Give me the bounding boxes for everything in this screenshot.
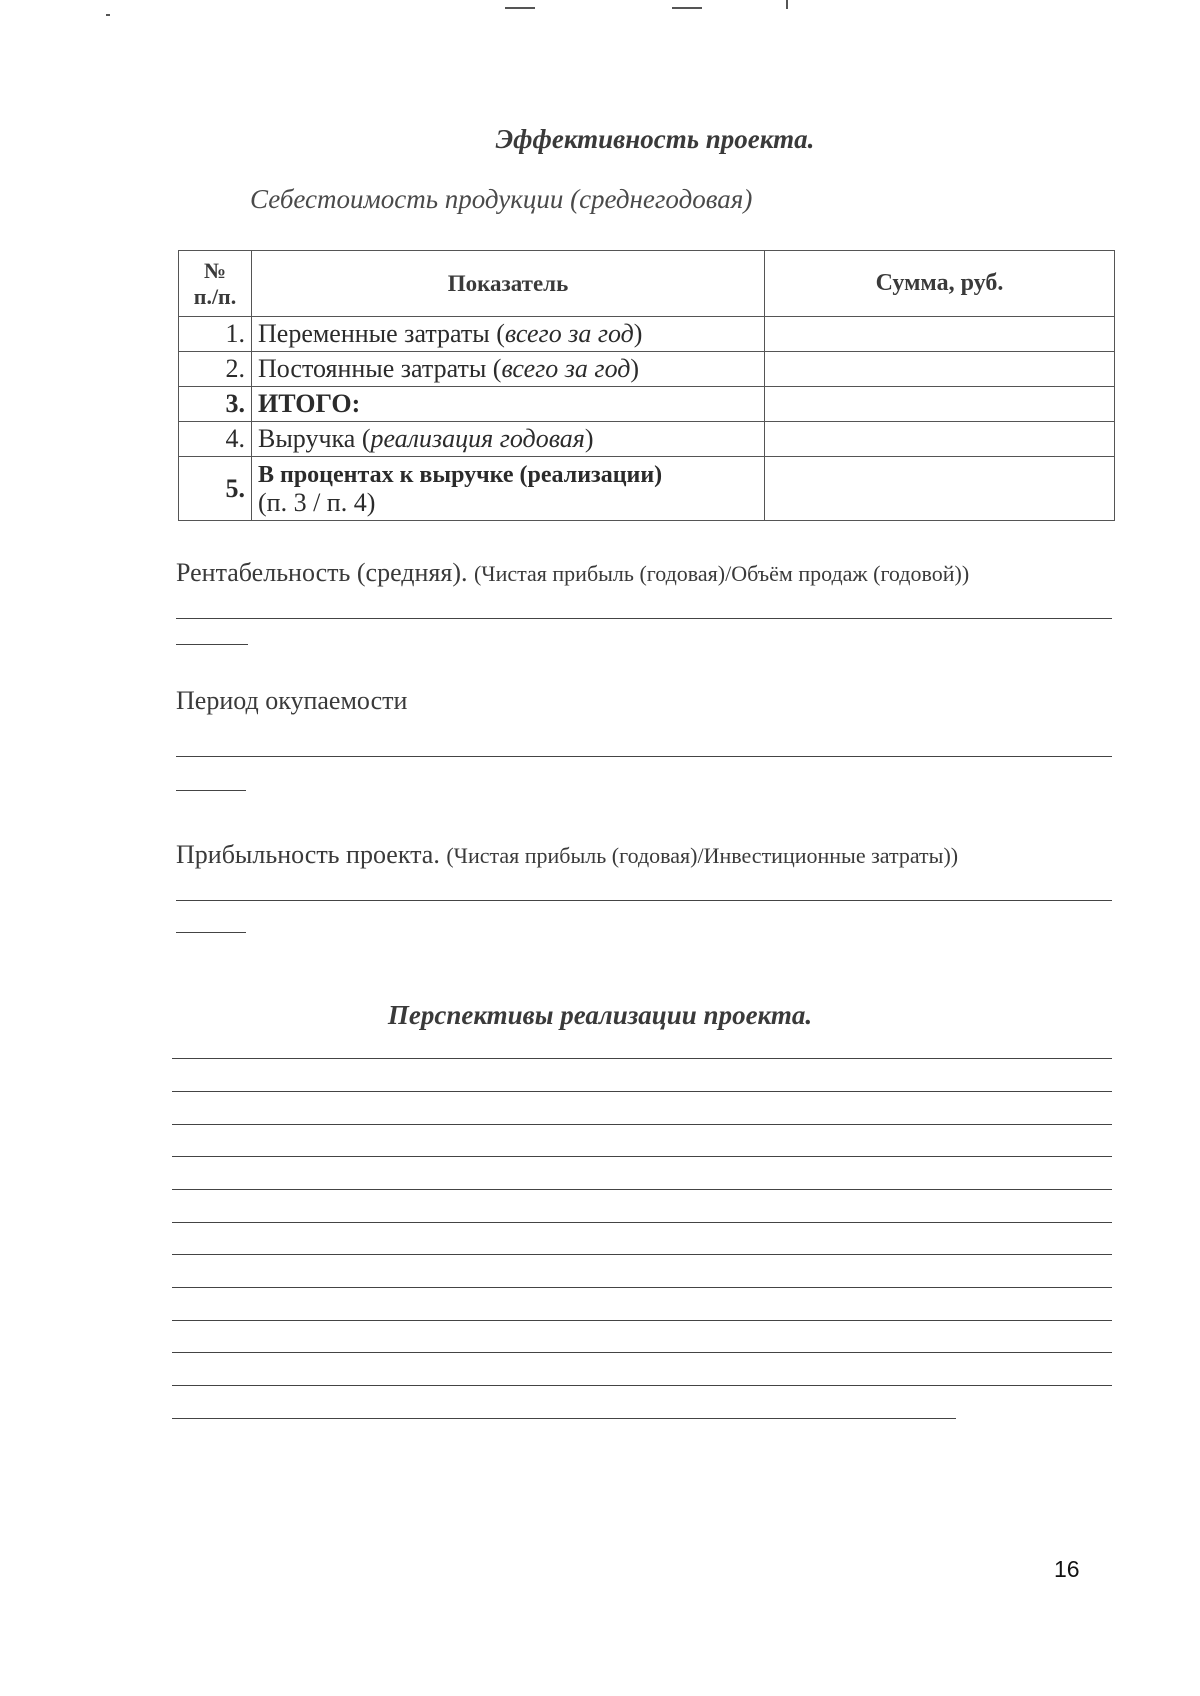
answer-line-short[interactable] bbox=[176, 790, 246, 791]
header-num bbox=[179, 251, 252, 317]
table-caption: Себестоимость продукции (среднегодовая) bbox=[250, 184, 753, 214]
writing-line[interactable] bbox=[172, 1352, 1112, 1353]
row-number: 4. bbox=[179, 422, 252, 457]
table-row bbox=[179, 317, 1115, 352]
scan-artifact bbox=[786, 0, 788, 9]
row-sum-cell[interactable] bbox=[765, 457, 1115, 521]
row-sum-cell[interactable] bbox=[765, 317, 1115, 352]
row-number: 2. bbox=[179, 352, 252, 387]
row-number: 3. bbox=[179, 387, 252, 422]
row-indicator-sub: (п. 3 / п. 4) bbox=[258, 487, 376, 517]
row-sum-cell[interactable] bbox=[765, 422, 1115, 457]
answer-line[interactable] bbox=[176, 618, 1112, 619]
row-indicator bbox=[252, 457, 765, 521]
answer-line[interactable] bbox=[176, 756, 1112, 757]
header-indicator: Показатель bbox=[252, 251, 765, 317]
header-sum: Сумма, руб. bbox=[765, 251, 1115, 317]
row-indicator-bold: В процентах к выручке (реализации) bbox=[258, 461, 663, 488]
answer-line-short[interactable] bbox=[176, 932, 246, 933]
header-num-line1: № bbox=[203, 257, 227, 283]
row-indicator: Выручка (реализация годовая) bbox=[252, 422, 765, 457]
section-title: Эффективность проекта. bbox=[495, 124, 815, 154]
writing-line[interactable] bbox=[172, 1091, 1112, 1092]
table-row bbox=[179, 352, 1115, 387]
table-row bbox=[179, 387, 1115, 422]
writing-line[interactable] bbox=[172, 1254, 1112, 1255]
scan-artifact bbox=[672, 7, 702, 9]
table-header-row bbox=[179, 251, 1115, 317]
payback-label: Период окупаемости bbox=[176, 686, 408, 715]
row-number: 1. bbox=[179, 317, 252, 352]
table-row bbox=[179, 457, 1115, 521]
writing-line[interactable] bbox=[172, 1156, 1112, 1157]
answer-line[interactable] bbox=[176, 900, 1112, 901]
writing-line[interactable] bbox=[172, 1418, 956, 1419]
cost-table bbox=[178, 250, 1115, 521]
writing-line[interactable] bbox=[172, 1385, 1112, 1386]
writing-line[interactable] bbox=[172, 1058, 1112, 1059]
page-number: 16 bbox=[1054, 1556, 1080, 1582]
header-num-line2: п./п. bbox=[193, 283, 237, 309]
writing-line[interactable] bbox=[172, 1320, 1112, 1321]
profitability-label: Рентабельность (средняя). (Чистая прибыль (годовая)/Объём продаж (годовой)) bbox=[176, 558, 970, 587]
prospects-title: Перспективы реализации проекта. bbox=[387, 1000, 813, 1030]
writing-line[interactable] bbox=[172, 1287, 1112, 1288]
row-sum-cell[interactable] bbox=[765, 387, 1115, 422]
row-sum-cell[interactable] bbox=[765, 352, 1115, 387]
writing-line[interactable] bbox=[172, 1222, 1112, 1223]
row-number: 5. bbox=[179, 457, 252, 521]
scan-artifact bbox=[106, 14, 110, 16]
row-indicator-total: ИТОГО: bbox=[252, 387, 765, 422]
project-profit-label: Прибыльность проекта. (Чистая прибыль (годовая)/Инвестиционные затраты)) bbox=[176, 840, 959, 869]
answer-line-short[interactable] bbox=[176, 644, 248, 645]
writing-line[interactable] bbox=[172, 1124, 1112, 1125]
table-row bbox=[179, 422, 1115, 457]
row-indicator: Постоянные затраты (всего за год) bbox=[252, 352, 765, 387]
scan-artifact bbox=[505, 7, 535, 9]
writing-line[interactable] bbox=[172, 1189, 1112, 1190]
row-indicator: Переменные затраты (всего за год) bbox=[252, 317, 765, 352]
